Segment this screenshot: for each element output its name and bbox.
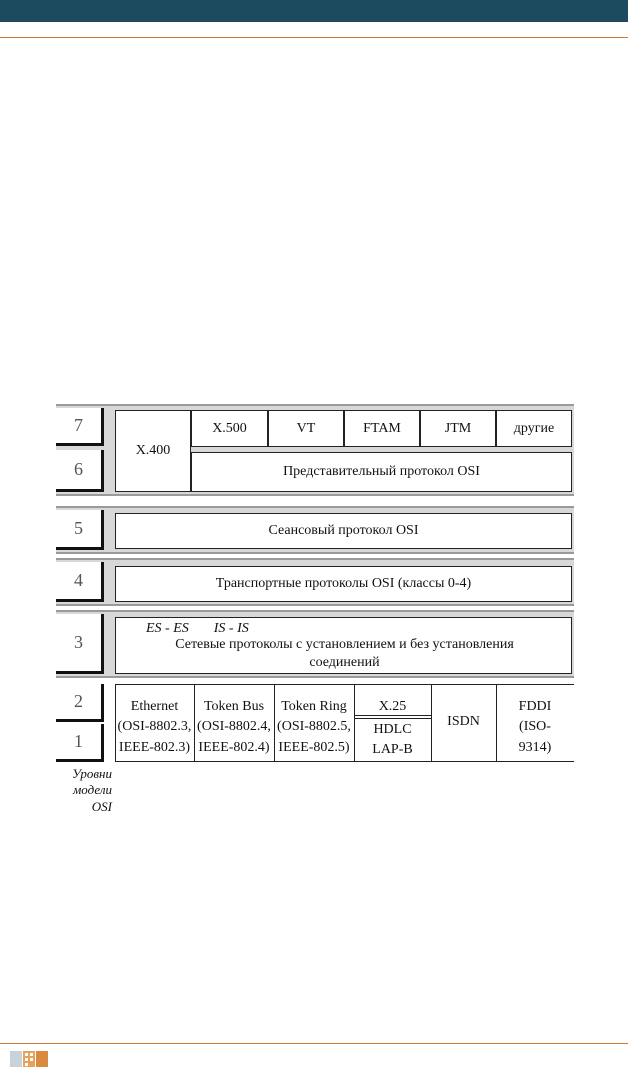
session-cell: Сеансовый протокол OSI	[115, 513, 572, 549]
layer-tab-3: 3	[56, 614, 104, 674]
ethernet-cell	[115, 697, 194, 758]
network-line-2: соединений	[309, 655, 380, 671]
x400-cell: X.400	[115, 410, 191, 492]
footer-rule	[0, 1043, 628, 1044]
x25-cell: X.25	[378, 699, 407, 714]
network-line-1: Сетевые протоколы с установлением и без установления	[175, 637, 514, 652]
ftam-cell: FTAM	[344, 410, 420, 447]
token-ring-osi: (OSI-8802.5,	[277, 719, 351, 735]
token-bus-osi: (OSI-8802.4,	[197, 719, 271, 735]
layer-tab-7: 7	[56, 408, 104, 446]
lapb-label: LAP-B	[372, 742, 413, 758]
token-bus-name: Token Bus	[203, 699, 265, 714]
token-ring-name: Token Ring	[281, 699, 347, 714]
token-ring-ieee: IEEE-802.5)	[278, 739, 350, 755]
fddi-cell	[496, 697, 574, 758]
layer-tab-2: 2	[56, 684, 104, 722]
network-cell	[115, 617, 572, 674]
ethernet-name: Ethernet	[130, 699, 179, 714]
fddi-number: 9314)	[518, 739, 552, 755]
caption-line-3: OSI	[91, 798, 112, 814]
token-ring-cell	[274, 697, 354, 758]
token-bus-ieee: IEEE-802.4)	[198, 739, 270, 755]
hdlc-label: HDLC	[373, 722, 412, 737]
other-cell: другие	[496, 410, 572, 447]
layer-tab-6: 6	[56, 450, 104, 492]
x25-hdlc-divider	[354, 715, 431, 719]
jtm-cell: JTM	[420, 410, 496, 447]
es-es-label: ES - ES	[146, 621, 189, 636]
caption-line-1: Уровни	[72, 766, 112, 781]
fddi-iso: (ISO-	[519, 719, 551, 735]
layer-tab-1: 1	[56, 724, 104, 762]
layer-tab-4: 4	[56, 562, 104, 602]
layer-tab-5: 5	[56, 510, 104, 550]
hdlc-lapb-cell	[354, 720, 431, 761]
is-is-label: IS - IS	[213, 621, 249, 636]
ethernet-osi: (OSI-8802.3,	[117, 719, 192, 735]
osi-layers-caption	[56, 766, 112, 815]
vt-cell: VT	[268, 410, 344, 447]
transport-cell: Транспортные протоколы OSI (классы 0-4)	[115, 566, 572, 602]
presentation-cell: Представительный протокол OSI	[191, 452, 572, 492]
caption-line-2: модели	[73, 782, 112, 798]
isdn-cell: ISDN	[447, 714, 480, 729]
token-bus-cell	[194, 697, 274, 758]
footer-logo-icon	[10, 1049, 54, 1069]
ethernet-ieee: IEEE-802.3)	[118, 739, 191, 755]
x500-cell: X.500	[191, 410, 268, 447]
fddi-name: FDDI	[518, 699, 552, 714]
